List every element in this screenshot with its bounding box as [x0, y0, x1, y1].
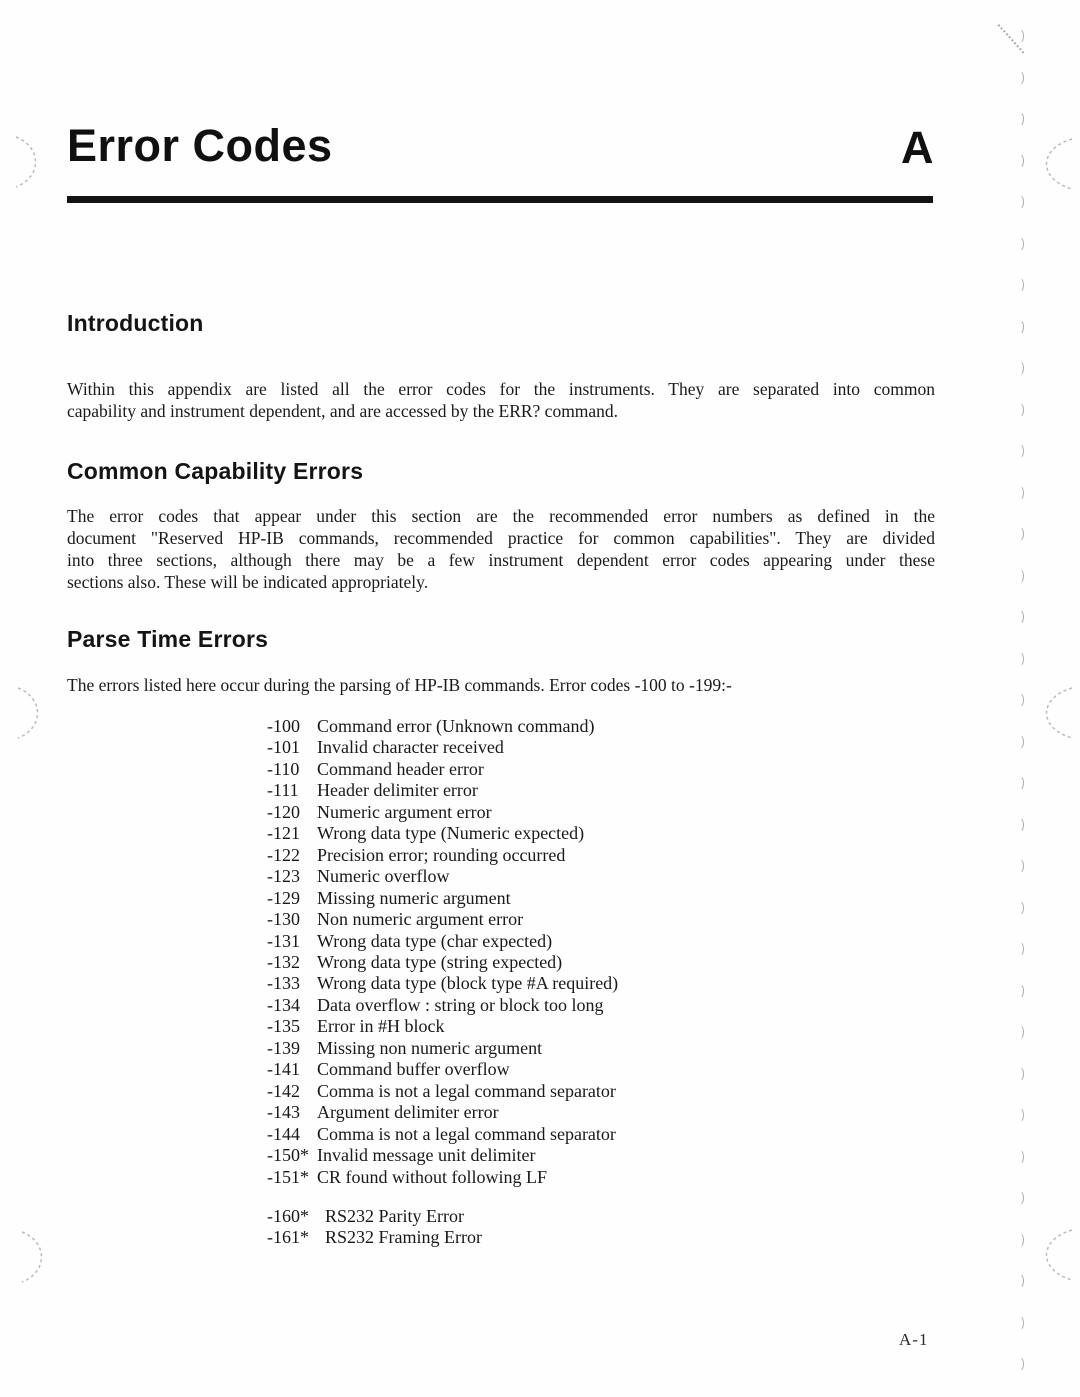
error-row	[267, 866, 618, 887]
error-description: Header delimiter error	[317, 780, 478, 801]
error-description: Comma is not a legal command separator	[317, 1123, 616, 1144]
error-description: Non numeric argument error	[317, 909, 524, 930]
error-row	[267, 995, 618, 1016]
error-description: Command header error	[317, 758, 484, 779]
error-row	[267, 716, 618, 737]
error-description: RS232 Framing Error	[325, 1227, 482, 1248]
binding-tick-artifact	[1013, 111, 1024, 127]
binding-tick-artifact	[1013, 526, 1024, 542]
binding-tick-artifact	[1013, 277, 1024, 293]
binding-hole-artifact-right-middle	[1026, 684, 1080, 742]
error-description: Numeric argument error	[317, 801, 492, 822]
error-code: -110	[267, 758, 300, 779]
binding-tick-artifact	[1013, 1315, 1024, 1331]
error-row	[267, 952, 618, 973]
error-row	[267, 1038, 618, 1059]
binding-tick-artifact	[1013, 443, 1024, 459]
error-code: -121	[267, 823, 300, 844]
error-code: -135	[267, 1016, 300, 1037]
error-description: CR found without following LF	[317, 1166, 548, 1187]
error-description: Argument delimiter error	[317, 1102, 499, 1123]
binding-tick-artifact	[1013, 692, 1024, 708]
binding-tick-artifact	[1013, 236, 1024, 252]
error-description: Command error (Unknown command)	[317, 716, 595, 736]
error-row	[267, 909, 618, 930]
error-code: -122	[267, 844, 300, 865]
text-line: sections also. These will be indicated appropriately.	[67, 571, 429, 592]
binding-hole-artifact-right-top	[1026, 135, 1080, 193]
binding-tick-artifact	[1013, 485, 1024, 501]
error-description: Invalid character received	[317, 737, 504, 758]
binding-hole-artifact-left-bottom	[12, 1228, 64, 1286]
binding-tick-artifact	[1013, 900, 1024, 916]
error-row	[267, 1081, 618, 1102]
error-code: -139	[267, 1037, 300, 1058]
error-row	[267, 973, 618, 994]
error-code: -160*	[267, 1206, 309, 1226]
binding-tick-artifact	[1013, 817, 1024, 833]
text-line: Within this appendix are listed all the error codes for the instruments. They are separated into common	[67, 379, 935, 399]
error-code: -130	[267, 909, 300, 930]
error-code: -132	[267, 951, 300, 972]
error-row	[267, 1124, 618, 1145]
binding-tick-artifact	[1013, 194, 1024, 210]
error-row	[267, 1167, 618, 1188]
binding-tick-artifact	[1013, 319, 1024, 335]
binding-hole-artifact-right-bottom	[1026, 1226, 1080, 1284]
binding-tick-artifact	[1013, 402, 1024, 418]
error-description: Wrong data type (string expected)	[317, 951, 563, 972]
error-code: -142	[267, 1080, 300, 1101]
binding-tick-artifact	[1013, 651, 1024, 667]
error-code: -134	[267, 994, 300, 1015]
error-description: Wrong data type (char expected)	[317, 930, 553, 951]
error-row	[267, 888, 618, 909]
error-row	[267, 759, 618, 780]
binding-tick-artifact	[1013, 858, 1024, 874]
error-code-list-rs232	[267, 1206, 482, 1249]
error-code: -133	[267, 973, 300, 994]
error-row	[267, 823, 618, 844]
error-code: -141	[267, 1059, 300, 1080]
binding-tick-artifact	[1013, 734, 1024, 750]
appendix-letter: A	[901, 122, 934, 173]
error-description: Precision error; rounding occurred	[317, 844, 566, 865]
error-row	[267, 931, 618, 952]
error-description: Numeric overflow	[317, 866, 450, 887]
error-row	[267, 802, 618, 823]
error-row	[267, 780, 618, 801]
error-code: -151*	[267, 1166, 309, 1187]
error-code: -131	[267, 930, 300, 951]
error-description: Missing non numeric argument	[317, 1037, 543, 1058]
error-description: Comma is not a legal command separator	[317, 1080, 616, 1101]
error-description: Missing numeric argument	[317, 887, 511, 908]
binding-tick-artifact	[1013, 609, 1024, 625]
error-description: Invalid message unit delimiter	[317, 1145, 536, 1166]
error-description: RS232 Parity Error	[325, 1206, 464, 1226]
binding-tick-artifact	[1013, 28, 1024, 44]
binding-tick-artifact	[1013, 1190, 1024, 1206]
error-row	[267, 1059, 618, 1080]
error-code: -123	[267, 866, 300, 887]
binding-tick-artifact	[1013, 775, 1024, 791]
binding-tick-artifact	[1013, 1107, 1024, 1123]
error-row	[267, 1016, 618, 1037]
error-row	[267, 1145, 618, 1166]
error-code: -101	[267, 737, 300, 758]
error-code: -129	[267, 887, 300, 908]
binding-tick-artifact	[1013, 1356, 1024, 1372]
error-row	[267, 1227, 482, 1248]
error-description: Wrong data type (Numeric expected)	[317, 823, 585, 844]
error-code: -144	[267, 1123, 300, 1144]
error-code: -150*	[267, 1145, 309, 1166]
binding-tick-artifact	[1013, 1149, 1024, 1165]
binding-tick-artifact	[1013, 1273, 1024, 1289]
error-row	[267, 1102, 618, 1123]
text-line: The errors listed here occur during the parsing of HP-IB commands. Error codes -100 to -199:-	[67, 675, 732, 695]
error-row	[267, 845, 618, 866]
binding-tick-artifact	[1013, 360, 1024, 376]
binding-tick-artifact	[1013, 941, 1024, 957]
binding-tick-artifact	[1013, 153, 1024, 169]
error-row	[267, 737, 618, 758]
paragraph-common-capability-errors	[67, 506, 935, 594]
section-heading-common-capability-errors: Common Capability Errors	[67, 458, 364, 484]
error-row	[267, 1206, 482, 1227]
binding-tick-artifact	[1013, 1024, 1024, 1040]
section-heading-parse-time-errors: Parse Time Errors	[67, 626, 269, 652]
binding-tick-artifact	[1013, 1066, 1024, 1082]
text-line: capability and instrument dependent, and are accessed by the ERR? command.	[67, 400, 619, 421]
text-line: The error codes that appear under this section are the recommended error numbers as defined in the	[67, 506, 935, 526]
error-code: -143	[267, 1102, 300, 1123]
binding-tick-artifact	[1013, 568, 1024, 584]
text-line: into three sections, although there may be a few instrument dependent error codes appearing under these	[67, 549, 935, 570]
page-number: A-1	[899, 1330, 929, 1349]
error-code: -161*	[267, 1227, 309, 1248]
binding-tick-artifact	[1013, 983, 1024, 999]
error-description: Command buffer overflow	[317, 1059, 510, 1080]
error-code: -111	[267, 780, 299, 801]
binding-tick-artifact	[1013, 1232, 1024, 1248]
page-title: Error Codes	[67, 120, 333, 171]
section-heading-introduction: Introduction	[67, 310, 204, 336]
text-line: document "Reserved HP-IB commands, recommended practice for common capabilities". They are divided	[67, 527, 935, 548]
binding-hole-artifact-left-middle	[8, 684, 60, 742]
error-description: Wrong data type (block type #A required)	[317, 973, 619, 994]
binding-tick-artifact	[1013, 70, 1024, 86]
error-code: -120	[267, 801, 300, 822]
header-rule	[67, 196, 933, 203]
error-description: Data overflow : string or block too long	[317, 994, 604, 1015]
paragraph-parse-time-errors	[67, 675, 935, 697]
binding-hole-artifact-left-top	[6, 133, 58, 191]
paragraph-introduction	[67, 379, 935, 423]
error-code-list-parse-time	[267, 716, 618, 1188]
error-code: -100	[267, 716, 300, 736]
error-description: Error in #H block	[317, 1016, 445, 1037]
